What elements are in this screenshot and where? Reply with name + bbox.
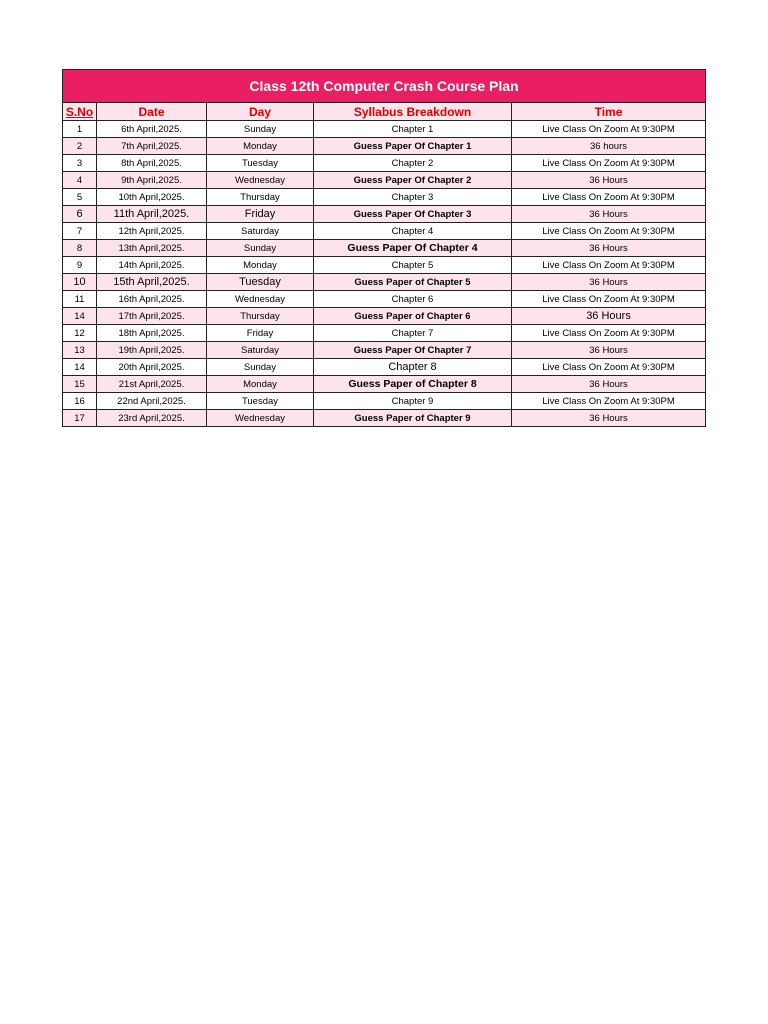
cell-day: Sunday xyxy=(207,121,314,138)
cell-sno: 9 xyxy=(63,257,97,274)
column-header-day: Day xyxy=(207,103,314,121)
cell-time: Live Class On Zoom At 9:30PM xyxy=(512,359,706,376)
cell-time: 36 Hours xyxy=(512,376,706,393)
cell-sno: 2 xyxy=(63,138,97,155)
cell-sno: 4 xyxy=(63,172,97,189)
cell-time: 36 Hours xyxy=(512,342,706,359)
cell-date: 13th April,2025. xyxy=(97,240,207,257)
cell-time: Live Class On Zoom At 9:30PM xyxy=(512,189,706,206)
cell-day: Friday xyxy=(207,325,314,342)
cell-day: Tuesday xyxy=(207,155,314,172)
table-row xyxy=(63,172,706,189)
title-row xyxy=(63,70,706,103)
cell-date: 15th April,2025. xyxy=(97,274,207,291)
table-row xyxy=(63,121,706,138)
cell-day: Wednesday xyxy=(207,291,314,308)
cell-date: 23rd April,2025. xyxy=(97,410,207,427)
table-row xyxy=(63,257,706,274)
table-row xyxy=(63,410,706,427)
cell-date: 7th April,2025. xyxy=(97,138,207,155)
cell-syllabus: Chapter 4 xyxy=(314,223,512,240)
cell-day: Monday xyxy=(207,376,314,393)
table-title: Class 12th Computer Crash Course Plan xyxy=(63,70,706,103)
cell-day: Wednesday xyxy=(207,410,314,427)
cell-syllabus: Guess Paper of Chapter 8 xyxy=(314,376,512,393)
cell-date: 17th April,2025. xyxy=(97,308,207,325)
cell-date: 9th April,2025. xyxy=(97,172,207,189)
table-row xyxy=(63,308,706,325)
cell-syllabus: Guess Paper Of Chapter 3 xyxy=(314,206,512,223)
cell-time: Live Class On Zoom At 9:30PM xyxy=(512,393,706,410)
cell-syllabus: Guess Paper Of Chapter 2 xyxy=(314,172,512,189)
cell-syllabus: Chapter 8 xyxy=(314,359,512,376)
course-plan-table xyxy=(62,69,706,427)
cell-sno: 11 xyxy=(63,291,97,308)
cell-syllabus: Guess Paper of Chapter 9 xyxy=(314,410,512,427)
cell-sno: 3 xyxy=(63,155,97,172)
cell-syllabus: Chapter 1 xyxy=(314,121,512,138)
cell-day: Thursday xyxy=(207,308,314,325)
cell-syllabus: Guess Paper Of Chapter 1 xyxy=(314,138,512,155)
cell-day: Tuesday xyxy=(207,274,314,291)
cell-time: Live Class On Zoom At 9:30PM xyxy=(512,291,706,308)
table-row xyxy=(63,223,706,240)
cell-day: Wednesday xyxy=(207,172,314,189)
cell-time: 36 Hours xyxy=(512,240,706,257)
cell-syllabus: Chapter 6 xyxy=(314,291,512,308)
cell-syllabus: Chapter 7 xyxy=(314,325,512,342)
column-header-row xyxy=(63,103,706,121)
cell-day: Tuesday xyxy=(207,393,314,410)
table-row xyxy=(63,189,706,206)
table-row xyxy=(63,155,706,172)
cell-date: 8th April,2025. xyxy=(97,155,207,172)
cell-date: 6th April,2025. xyxy=(97,121,207,138)
table-row xyxy=(63,325,706,342)
cell-sno: 15 xyxy=(63,376,97,393)
cell-time: 36 Hours xyxy=(512,206,706,223)
cell-time: 36 Hours xyxy=(512,410,706,427)
cell-time: 36 Hours xyxy=(512,172,706,189)
cell-date: 22nd April,2025. xyxy=(97,393,207,410)
cell-day: Sunday xyxy=(207,359,314,376)
cell-time: Live Class On Zoom At 9:30PM xyxy=(512,223,706,240)
cell-sno: 12 xyxy=(63,325,97,342)
cell-date: 19th April,2025. xyxy=(97,342,207,359)
table-body xyxy=(63,121,706,427)
cell-syllabus: Guess Paper of Chapter 5 xyxy=(314,274,512,291)
cell-date: 21st April,2025. xyxy=(97,376,207,393)
table-row xyxy=(63,376,706,393)
cell-date: 12th April,2025. xyxy=(97,223,207,240)
cell-syllabus: Guess Paper Of Chapter 4 xyxy=(314,240,512,257)
cell-day: Monday xyxy=(207,138,314,155)
cell-sno: 13 xyxy=(63,342,97,359)
table-row xyxy=(63,342,706,359)
cell-day: Saturday xyxy=(207,223,314,240)
cell-date: 11th April,2025. xyxy=(97,206,207,223)
table-row xyxy=(63,138,706,155)
column-header-sno: S.No xyxy=(63,103,97,121)
cell-syllabus: Guess Paper Of Chapter 7 xyxy=(314,342,512,359)
cell-time: Live Class On Zoom At 9:30PM xyxy=(512,257,706,274)
cell-sno: 14 xyxy=(63,359,97,376)
cell-time: Live Class On Zoom At 9:30PM xyxy=(512,121,706,138)
cell-time: Live Class On Zoom At 9:30PM xyxy=(512,155,706,172)
column-header-time: Time xyxy=(512,103,706,121)
column-header-syllabus: Syllabus Breakdown xyxy=(314,103,512,121)
cell-syllabus: Chapter 3 xyxy=(314,189,512,206)
cell-sno: 5 xyxy=(63,189,97,206)
table-row xyxy=(63,206,706,223)
cell-sno: 10 xyxy=(63,274,97,291)
cell-syllabus: Guess Paper of Chapter 6 xyxy=(314,308,512,325)
cell-sno: 14 xyxy=(63,308,97,325)
column-header-date: Date xyxy=(97,103,207,121)
cell-syllabus: Chapter 9 xyxy=(314,393,512,410)
table-row xyxy=(63,291,706,308)
cell-sno: 17 xyxy=(63,410,97,427)
cell-day: Sunday xyxy=(207,240,314,257)
table-row xyxy=(63,359,706,376)
cell-time: 36 Hours xyxy=(512,274,706,291)
cell-syllabus: Chapter 2 xyxy=(314,155,512,172)
cell-sno: 1 xyxy=(63,121,97,138)
cell-day: Monday xyxy=(207,257,314,274)
cell-sno: 16 xyxy=(63,393,97,410)
table-row xyxy=(63,274,706,291)
cell-syllabus: Chapter 5 xyxy=(314,257,512,274)
table-row xyxy=(63,240,706,257)
cell-time: Live Class On Zoom At 9:30PM xyxy=(512,325,706,342)
cell-date: 14th April,2025. xyxy=(97,257,207,274)
cell-date: 10th April,2025. xyxy=(97,189,207,206)
cell-sno: 8 xyxy=(63,240,97,257)
cell-date: 18th April,2025. xyxy=(97,325,207,342)
cell-sno: 7 xyxy=(63,223,97,240)
cell-day: Thursday xyxy=(207,189,314,206)
cell-day: Friday xyxy=(207,206,314,223)
cell-time: 36 hours xyxy=(512,138,706,155)
cell-date: 20th April,2025. xyxy=(97,359,207,376)
cell-day: Saturday xyxy=(207,342,314,359)
cell-sno: 6 xyxy=(63,206,97,223)
table-row xyxy=(63,393,706,410)
cell-time: 36 Hours xyxy=(512,308,706,325)
cell-date: 16th April,2025. xyxy=(97,291,207,308)
